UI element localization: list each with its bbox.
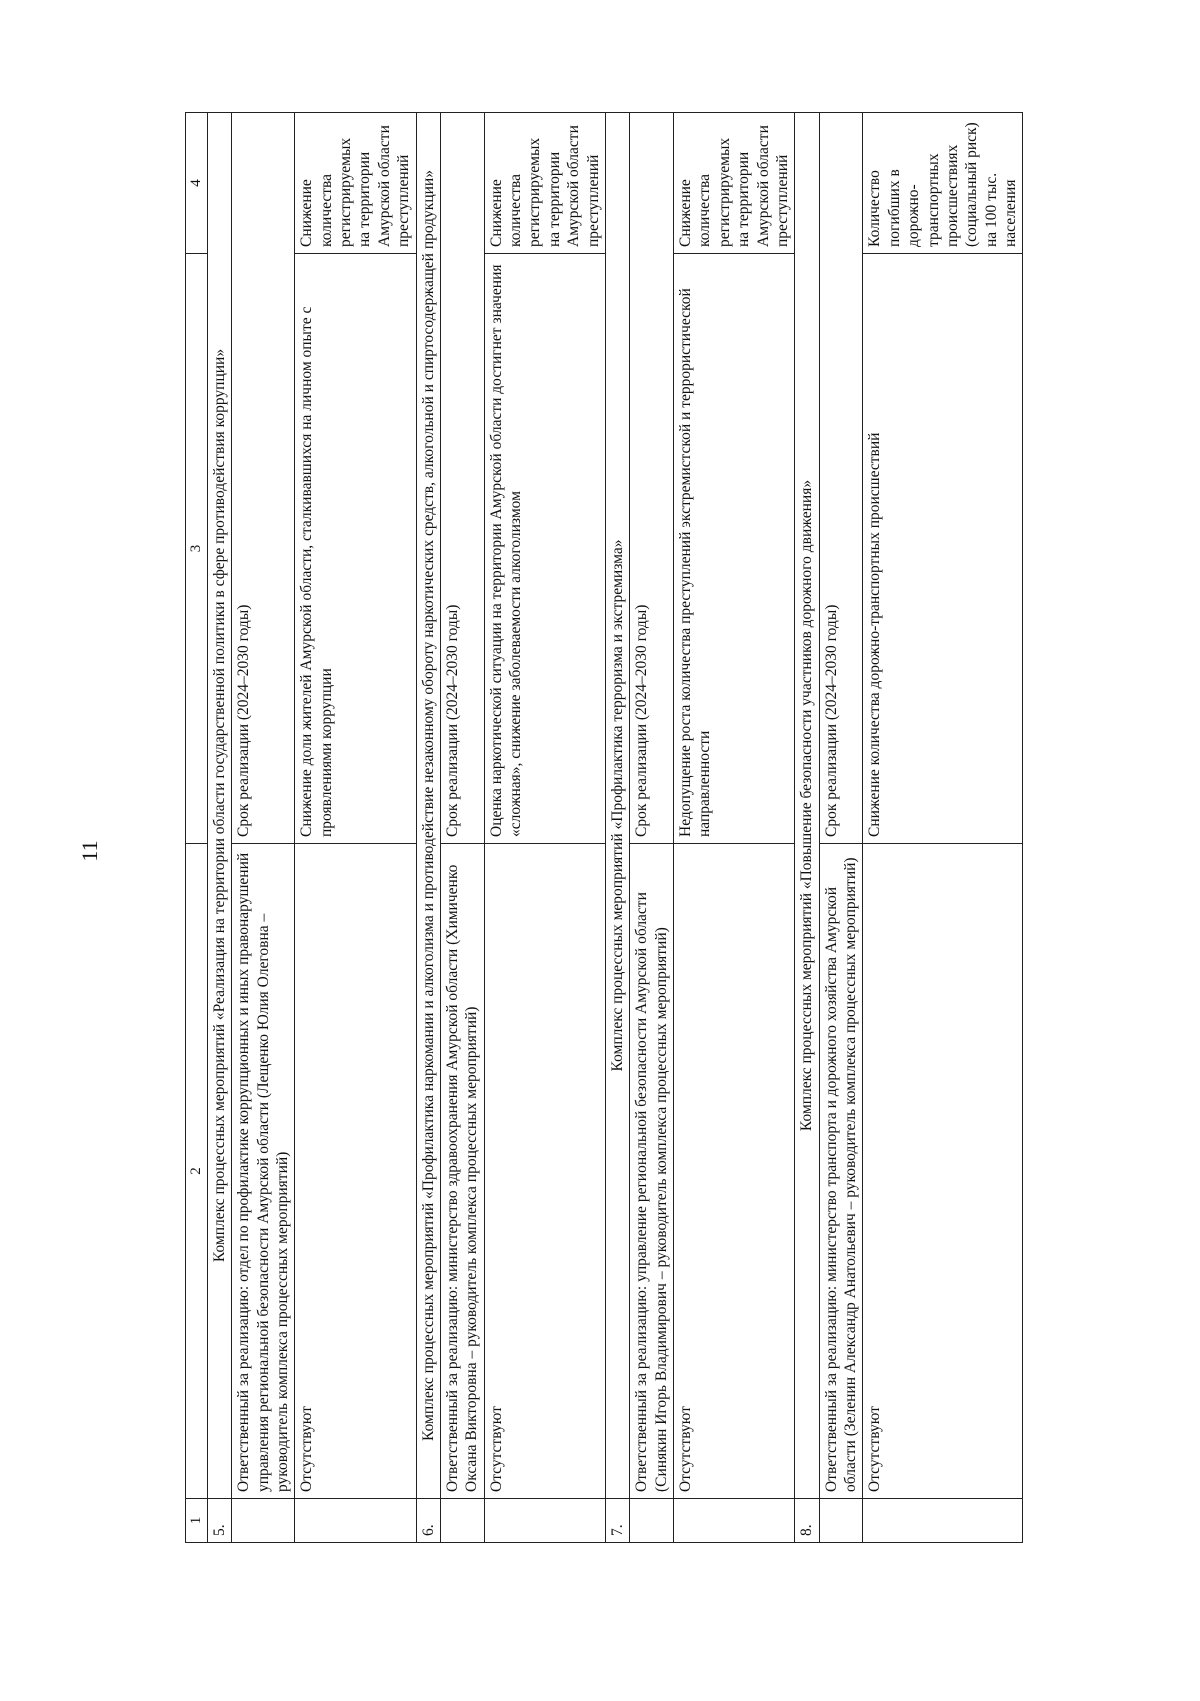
task-cell: Отсутствуют <box>674 844 795 1499</box>
section-number: 8. <box>795 1499 819 1543</box>
header-col-1: 1 <box>186 1499 208 1543</box>
effect-cell: Снижение доли жителей Амурской области, сталкивавшихся на личном опыте с проявлениями коррупции <box>295 254 416 844</box>
effect-cell: Недопущение роста количества преступлений экстремистской и террористической направленности <box>674 254 795 844</box>
section-number: 5. <box>207 1499 231 1543</box>
section-number: 6. <box>416 1499 440 1543</box>
task-row <box>863 113 1023 1543</box>
term-cell: Срок реализации (2024–2030 годы) <box>630 113 674 844</box>
section-title: Комплекс процессных мероприятий «Реализация на территории области государственной политики в сфере противодействия коррупции» <box>207 113 231 1499</box>
task-row <box>295 113 416 1543</box>
responsible-cell: Ответственный за реализацию: отдел по профилактике коррупционных и иных правонарушений управления региональной безопасности Амурской области (Лещенко Юлия Олеговна – руководитель комплекса процессных мероприятий) <box>232 844 295 1499</box>
section-title-row <box>795 113 819 1543</box>
responsible-cell: Ответственный за реализацию: управление региональной безопасности Амурской области (Синякин Игорь Владимирович – руководитель комплекса процессных мероприятий) <box>630 844 674 1499</box>
term-cell: Срок реализации (2024–2030 годы) <box>440 113 484 844</box>
responsible-cell: Ответственный за реализацию: министерство транспорта и дорожного хозяйства Амурской области (Зеленин Александр Анатольевич – руководитель комплекса процессных мероприятий) <box>819 844 863 1499</box>
header-col-3: 3 <box>186 254 208 844</box>
task-cell: Отсутствуют <box>295 844 416 1499</box>
page-number: 11 <box>77 840 102 862</box>
responsible-row <box>819 113 863 1543</box>
section-title: Комплекс процессных мероприятий «Повышение безопасности участников дорожного движения» <box>795 113 819 1499</box>
section-title: Комплекс процессных мероприятий «Профилактика терроризма и экстремизма» <box>605 113 629 1499</box>
header-row <box>186 113 208 1543</box>
responsible-row <box>440 113 484 1543</box>
indicator-cell: Снижение количества регистрируемых на территории Амурской области преступлений <box>484 113 605 254</box>
indicator-cell: Количество погибших в дорожно-транспортных происшествиях (социальный риск) на 100 тыс. населения <box>863 113 1023 254</box>
responsible-row <box>630 113 674 1543</box>
responsible-cell: Ответственный за реализацию: министерство здравоохранения Амурской области (Химиченко Оксана Викторовна – руководитель комплекса процессных мероприятий) <box>440 844 484 1499</box>
indicator-cell: Снижение количества регистрируемых на территории Амурской области преступлений <box>295 113 416 254</box>
measures-table <box>185 112 1023 1543</box>
header-col-2: 2 <box>186 844 208 1499</box>
effect-cell: Снижение количества дорожно-транспортных происшествий <box>863 254 1023 844</box>
term-cell: Срок реализации (2024–2030 годы) <box>232 113 295 844</box>
rotated-table-container <box>185 113 1050 1543</box>
section-title-row <box>605 113 629 1543</box>
task-cell: Отсутствуют <box>484 844 605 1499</box>
section-number: 7. <box>605 1499 629 1543</box>
task-row <box>484 113 605 1543</box>
effect-cell: Оценка наркотической ситуации на территории Амурской области достигнет значения «сложная», снижение заболеваемости алкоголизмом <box>484 254 605 844</box>
section-title-row <box>416 113 440 1543</box>
header-col-4: 4 <box>186 113 208 254</box>
task-row <box>674 113 795 1543</box>
section-title: Комплекс процессных мероприятий «Профилактика наркомании и алкоголизма и противодействие незаконному обороту наркотических средств, алкогольной и спиртосодержащей продукции» <box>416 113 440 1499</box>
task-cell: Отсутствуют <box>863 844 1023 1499</box>
indicator-cell: Снижение количества регистрируемых на территории Амурской области преступлений <box>674 113 795 254</box>
responsible-row <box>232 113 295 1543</box>
term-cell: Срок реализации (2024–2030 годы) <box>819 113 863 844</box>
section-title-row <box>207 113 231 1543</box>
